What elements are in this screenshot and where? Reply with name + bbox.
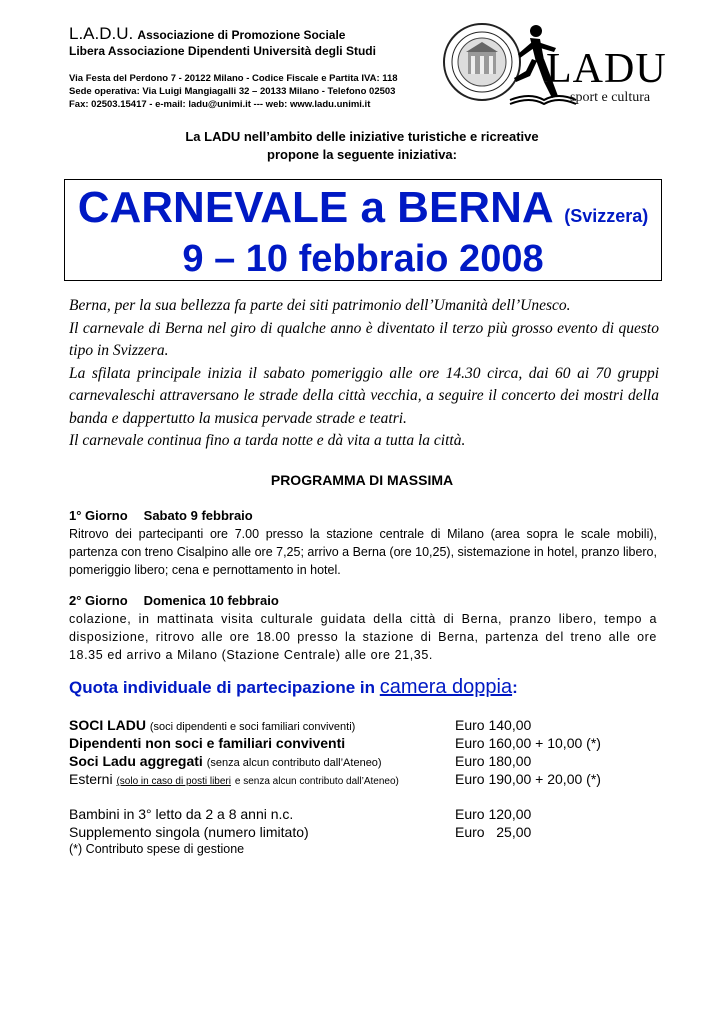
price-label: Supplemento singola (numero limitato) — [69, 824, 309, 840]
event-country: (Svizzera) — [564, 206, 649, 226]
price-amount: Euro 160,00 + 10,00 (*) — [455, 735, 601, 751]
event-description — [69, 295, 659, 453]
price-row — [69, 753, 669, 771]
description-paragraph: Berna, per la sua bellezza fa parte dei siti patrimonio dell’Umanità dell’Unesco. — [69, 297, 571, 314]
program-title: PROGRAMMA DI MASSIMA — [270, 472, 454, 488]
book-icon — [510, 96, 576, 104]
price-row — [69, 824, 669, 842]
price-label — [69, 717, 355, 733]
address-line: Sede operativa: Via Luigi Mangiagalli 32 – 20133 Milano - Telefono 02503 — [69, 86, 396, 97]
day-heading — [69, 593, 279, 608]
day-text — [69, 525, 657, 579]
footnote: (*) Contributo spese di gestione — [69, 842, 245, 856]
quota-label: Quota individuale di partecipazione in — [69, 678, 376, 697]
day-text — [69, 610, 657, 664]
price-note: e senza alcun contributo dall’Ateneo) — [234, 776, 399, 787]
price-row — [69, 717, 669, 735]
day-number: 2° Giorno — [69, 593, 128, 608]
price-amount: Euro 180,00 — [455, 753, 532, 769]
price-amount: Euro 120,00 — [455, 806, 532, 822]
price-note-underlined: (solo in caso di posti liberi — [116, 776, 231, 787]
price-category: SOCI LADU — [69, 717, 146, 733]
price-amount: Euro 25,00 — [455, 824, 532, 840]
day-date: Domenica 10 febbraio — [143, 593, 279, 608]
intro — [0, 128, 724, 164]
quota-heading — [69, 676, 518, 699]
price-amount: Euro 140,00 — [455, 717, 532, 733]
day-description: colazione, in mattinata visita culturale guidata della città di Berna, pranzo libero, tempo a disposizione, ritrovo alle ore 18.00 presso la stazione di Berna, partenza del treno alle ore 18.35 ed arrivo a Milano (Stazione Centrale) alle ore 21,35. — [69, 612, 657, 662]
org-abbr: L.A.D.U. — [69, 24, 134, 43]
logo-text: LADU — [546, 46, 667, 92]
event-title-text: CARNEVALE a BERNA — [77, 183, 552, 232]
price-category: Soci Ladu aggregati — [69, 753, 203, 769]
description-paragraph: Il carnevale di Berna nel giro di qualche anno è diventato il terzo più grosso evento di questo tipo in Svizzera. — [69, 319, 659, 359]
university-seal-icon — [444, 24, 520, 100]
address-line: Via Festa del Perdono 7 - 20122 Milano - Codice Fiscale e Partita IVA: 118 — [69, 73, 398, 84]
price-note: (senza alcun contributo dall’Ateneo) — [206, 757, 382, 769]
quota-room: camera doppia — [379, 676, 513, 698]
price-row — [69, 771, 669, 789]
price-label: Bambini in 3° letto da 2 a 8 anni n.c. — [69, 806, 294, 822]
price-label — [69, 771, 399, 787]
price-row — [69, 735, 669, 753]
price-category: Dipendenti non soci e familiari conviventi — [69, 735, 346, 751]
quota-colon: : — [512, 678, 518, 697]
price-amount: Euro 190,00 + 20,00 (*) — [455, 771, 601, 787]
price-row — [69, 806, 669, 824]
price-category: Esterni — [69, 771, 113, 787]
price-label — [69, 753, 382, 769]
org-full-name: Libera Associazione Dipendenti Università degli Studi — [69, 44, 376, 58]
day-description: Ritrovo dei partecipanti ore 7.00 presso la stazione centrale di Milano (area sopra le scale mobili), partenza con treno Cisalpino alle ore 7,25; arrivo a Berna (ore 10,25), sistemazione in hotel, pranzo libero, pomeriggio libero; cena e pernottamento in hotel. — [69, 527, 657, 577]
price-note: (soci dipendenti e soci familiari conviventi) — [149, 721, 356, 733]
event-date: 9 – 10 febbraio 2008 — [182, 238, 544, 280]
logo-subtitle: sport e cultura — [570, 90, 651, 105]
address-line: Fax: 02503.15417 - e-mail: ladu@unimi.it --- web: www.ladu.unimi.it — [69, 99, 371, 110]
description-paragraph: La sfilata principale inizia il sabato pomeriggio alle ore 14.30 circa, dai 60 ai 70 gruppi carnevaleschi attraversano le strade della città vecchia, a seguire il concerto dei mostri della banda e dappertutto la musica pervade strade e teatri. — [69, 364, 659, 427]
day-date: Sabato 9 febbraio — [143, 508, 253, 523]
price-label — [69, 735, 345, 751]
org-title — [69, 24, 345, 44]
day-number: 1° Giorno — [69, 508, 128, 523]
intro-line: propone la seguente iniziativa: — [267, 147, 457, 162]
intro-line: La LADU nell’ambito delle iniziative turistiche e ricreative — [185, 129, 539, 144]
day-heading — [69, 508, 253, 523]
event-title — [64, 183, 662, 241]
description-paragraph: Il carnevale continua fino a tarda notte e dà vita a tutta la città. — [69, 432, 466, 449]
org-address — [69, 72, 398, 111]
org-type: Associazione di Promozione Sociale — [137, 28, 346, 42]
